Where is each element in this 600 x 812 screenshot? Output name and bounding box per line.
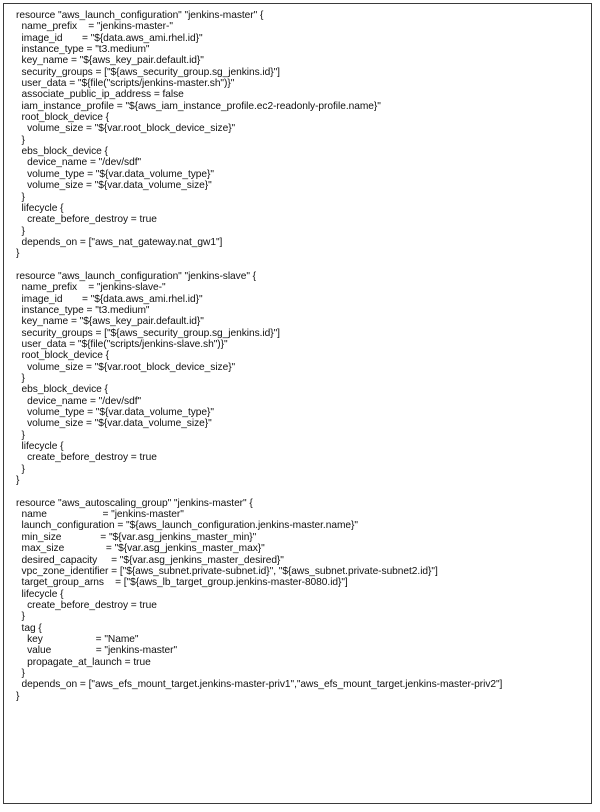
code-line: vpc_zone_identifier = ["${aws_subnet.private-subnet.id}", "${aws_subnet.private-subnet2.id}"]: [16, 565, 438, 577]
code-line: associate_public_ip_address = false: [16, 89, 184, 101]
code-line: volume_type = "${var.data_volume_type}": [16, 168, 214, 180]
code-line: key_name = "${aws_key_pair.default.id}": [16, 55, 204, 67]
code-line: device_name = "/dev/sdf": [16, 395, 142, 407]
code-document-frame: [3, 3, 592, 804]
code-line: value = "jenkins-master": [16, 645, 178, 657]
code-line: image_id = "${data.aws_ami.rhel.id}": [16, 293, 203, 305]
code-line: [16, 260, 591, 271]
code-line: ebs_block_device {: [16, 146, 108, 158]
code-line: max_size = "${var.asg_jenkins_master_max}": [16, 543, 265, 555]
code-line: depends_on = ["aws_nat_gateway.nat_gw1"]: [16, 236, 223, 248]
code-line: resource "aws_autoscaling_group" "jenkins-master" {: [16, 497, 253, 509]
code-line: }: [16, 225, 25, 237]
code-line: instance_type = "t3.medium": [16, 44, 150, 56]
code-line: min_size = "${var.asg_jenkins_master_min}": [16, 531, 257, 543]
code-line: resource "aws_launch_configuration" "jenkins-master" {: [16, 10, 264, 21]
code-line: volume_size = "${var.root_block_device_size}": [16, 123, 236, 135]
code-line: }: [16, 475, 20, 487]
code-line: }: [16, 690, 20, 702]
code-line: user_data = "${file("scripts/jenkins-slave.sh")}": [16, 338, 228, 350]
code-line: }: [16, 134, 25, 146]
code-line: key = "Name": [16, 633, 139, 645]
code-line: key_name = "${aws_key_pair.default.id}": [16, 316, 204, 328]
code-line: }: [16, 611, 25, 623]
code-line: resource "aws_launch_configuration" "jenkins-slave" {: [16, 270, 257, 282]
code-line: user_data = "${file("scripts/jenkins-master.sh")}": [16, 78, 235, 90]
code-line: target_group_arns = ["${aws_lb_target_group.jenkins-master-8080.id}"]: [16, 577, 348, 589]
code-line: [16, 486, 591, 497]
code-line: lifecycle {: [16, 588, 64, 600]
code-line: }: [16, 248, 20, 260]
code-line: iam_instance_profile = "${aws_iam_instance_profile.ec2-readonly-profile.name}": [16, 100, 381, 112]
code-line: instance_type = "t3.medium": [16, 304, 150, 316]
code-line: }: [16, 667, 25, 679]
code-line: name = "jenkins-master": [16, 509, 184, 521]
code-line: image_id = "${data.aws_ami.rhel.id}": [16, 32, 203, 44]
code-line: create_before_destroy = true: [16, 452, 157, 464]
code-line: ebs_block_device {: [16, 384, 108, 396]
code-line: volume_size = "${var.root_block_device_size}": [16, 361, 236, 373]
code-line: lifecycle {: [16, 441, 64, 453]
code-line: propagate_at_launch = true: [16, 656, 151, 668]
code-line: root_block_device {: [16, 350, 109, 362]
code-line: volume_size = "${var.data_volume_size}": [16, 180, 212, 192]
code-line: security_groups = ["${aws_security_group.sg_jenkins.id}"]: [16, 66, 280, 78]
code-line: root_block_device {: [16, 112, 109, 124]
code-line: }: [16, 191, 25, 203]
code-line: create_before_destroy = true: [16, 599, 157, 611]
code-line: desired_capacity = "${var.asg_jenkins_master_desired}": [16, 554, 284, 566]
code-line: name_prefix = "jenkins-master-": [16, 21, 173, 33]
code-line: }: [16, 463, 25, 475]
code-line: lifecycle {: [16, 202, 64, 214]
code-line: tag {: [16, 622, 42, 634]
code-line: volume_size = "${var.data_volume_size}": [16, 418, 212, 430]
code-line: security_groups = ["${aws_security_group.sg_jenkins.id}"]: [16, 327, 280, 339]
code-line: }: [16, 373, 25, 384]
code-line: }: [16, 429, 25, 441]
code-line: launch_configuration = "${aws_launch_configuration.jenkins-master.name}": [16, 520, 358, 532]
code-line: depends_on = ["aws_efs_mount_target.jenkins-master-priv1","aws_efs_mount_target.jenkins-master-priv2"]: [16, 679, 503, 691]
code-line: create_before_destroy = true: [16, 214, 157, 226]
code-line: name_prefix = "jenkins-slave-": [16, 282, 166, 294]
code-line: volume_type = "${var.data_volume_type}": [16, 407, 214, 419]
code-block: [4, 4, 591, 702]
code-line: device_name = "/dev/sdf": [16, 157, 142, 169]
